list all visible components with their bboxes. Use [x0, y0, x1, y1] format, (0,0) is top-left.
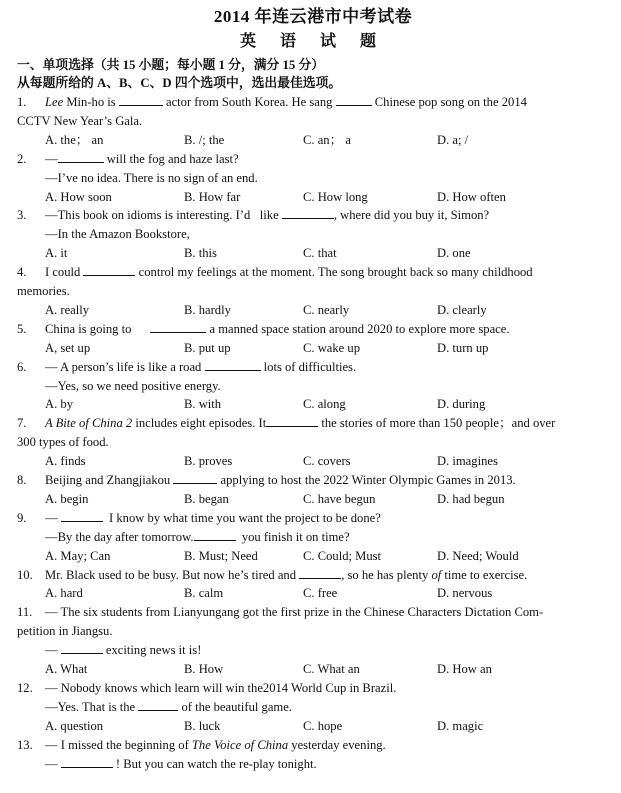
answer-option[interactable]: B. proves: [184, 454, 233, 469]
stem-text: the stories of more than 150 people；and over: [318, 416, 556, 431]
question-number: 6.: [17, 359, 27, 374]
answer-option[interactable]: C. an； a: [303, 132, 351, 147]
question-number: 3.: [17, 208, 27, 223]
answer-blank: [150, 321, 206, 333]
answer-option[interactable]: B. hardly: [184, 302, 231, 317]
stem-text: Mr. Black used to be busy. But now he’s tired and: [45, 567, 300, 582]
stem-text: control my feelings at the moment. The song brought back so many childhood: [135, 265, 533, 280]
page-title: 2014 年连云港市中考试卷: [213, 7, 413, 26]
stem-text: ! But you can watch the re-play tonight.: [112, 756, 317, 771]
question-stem: [17, 93, 609, 112]
answer-option[interactable]: A. it: [45, 246, 68, 261]
question-list: [17, 93, 609, 773]
answer-option[interactable]: C. How long: [303, 189, 368, 204]
stem-text: China is going to: [45, 321, 151, 336]
answer-options: [17, 395, 609, 414]
question-item: [17, 679, 609, 736]
answer-option[interactable]: B. How far: [184, 189, 241, 204]
section-heading: 一、单项选择（共 15 小题；每小题 1 分，满分 15 分）: [17, 58, 325, 72]
answer-blank: [61, 642, 103, 654]
question-item: [17, 736, 609, 774]
question-item: [17, 566, 609, 604]
stem-text: exciting news it is!: [102, 643, 202, 658]
question-number: 13.: [17, 737, 33, 752]
answer-option[interactable]: B. luck: [184, 718, 221, 733]
question-stem: [17, 320, 609, 339]
answer-option[interactable]: D. How often: [437, 189, 506, 204]
question-item: [17, 603, 609, 679]
stem-text: lots of difficulties.: [260, 359, 357, 374]
stem-text: —: [45, 643, 61, 658]
stem-text: I could: [45, 265, 84, 280]
question-stem: [17, 603, 609, 622]
stem-text: — I missed the beginning of: [45, 737, 192, 752]
answer-option[interactable]: A. begin: [45, 491, 89, 506]
question-number: 8.: [17, 473, 27, 488]
answer-option[interactable]: D. clearly: [437, 302, 487, 317]
question-stem: [17, 263, 609, 282]
stem-text: —: [45, 756, 61, 771]
answer-options: [17, 584, 609, 603]
answer-blank: [61, 510, 103, 522]
section-instruction: 从每题所给的 A、B、C、D 四个选项中，选出最佳选项。: [17, 76, 342, 90]
question-item: [17, 93, 609, 150]
question-number: 11.: [17, 605, 33, 620]
answer-blank: [119, 94, 163, 106]
question-stem: [17, 414, 609, 433]
answer-option[interactable]: C. that: [303, 246, 337, 261]
stem-text: includes eight episodes. It: [132, 416, 267, 431]
stem-text: yesterday evening.: [288, 737, 386, 752]
answer-option[interactable]: A. finds: [45, 454, 86, 469]
answer-options: [17, 188, 609, 207]
answer-option[interactable]: C. hope: [303, 718, 343, 733]
question-item: [17, 320, 609, 358]
answer-option[interactable]: C. nearly: [303, 302, 350, 317]
answer-option[interactable]: B. Must; Need: [184, 548, 258, 563]
page-subtitle: 英 语 试 题: [239, 33, 386, 50]
answer-blank: [194, 529, 236, 541]
answer-options: [17, 339, 609, 358]
stem-text: of the beautiful game.: [178, 699, 292, 714]
answer-options: [17, 547, 609, 566]
answer-blank: [336, 94, 372, 106]
dialogue-line: —I’ve no idea. There is no sign of an end.: [45, 170, 258, 185]
italic-text: Lee: [45, 95, 64, 109]
question-stem: [17, 736, 609, 755]
stem-text: —This book on idioms is interesting. I’d like: [45, 208, 282, 223]
question-number: 12.: [17, 680, 33, 695]
dialogue-line: —In the Amazon Bookstore,: [45, 227, 190, 242]
question-item: [17, 263, 609, 320]
stem-text: — A person’s life is like a road: [45, 359, 205, 374]
stem-text: — The six students from Lianyungang got the first prize in the Chinese Characters Dictation Com-: [45, 605, 544, 620]
answer-option[interactable]: D. Need; Would: [437, 548, 519, 563]
answer-blank: [299, 567, 341, 579]
answer-options: [17, 452, 609, 471]
question-item: [17, 358, 609, 415]
question-number: 5.: [17, 321, 27, 336]
answer-blank: [282, 207, 334, 219]
answer-option[interactable]: A. May; Can: [45, 548, 111, 563]
question-continuation: memories.: [17, 284, 70, 299]
question-stem: [17, 679, 609, 698]
dialogue-line: —Yes, so we need positive energy.: [45, 378, 221, 393]
stem-text: I know by what time you want the project to be done?: [102, 510, 381, 525]
dialogue-line: [17, 641, 609, 660]
answer-blank: [266, 415, 318, 427]
answer-option[interactable]: D. turn up: [437, 340, 489, 355]
italic-text: of: [431, 567, 442, 582]
stem-text: applying to host the 2022 Winter Olympic Games in 2013.: [217, 473, 516, 488]
answer-option[interactable]: C. along: [303, 397, 346, 412]
answer-option[interactable]: A. question: [45, 718, 104, 733]
question-number: 2.: [17, 151, 27, 166]
answer-option[interactable]: A. by: [45, 397, 73, 412]
stem-text: time to exercise.: [441, 567, 528, 582]
question-continuation: petition in Jiangsu.: [17, 624, 113, 639]
question-number: 9.: [17, 510, 27, 525]
answer-blank: [58, 151, 104, 163]
stem-text: Beijing and Zhangjiakou: [45, 473, 174, 488]
question-continuation: 300 types of food.: [17, 435, 109, 450]
answer-option[interactable]: A. hard: [45, 586, 83, 601]
answer-option[interactable]: D. one: [437, 246, 471, 261]
answer-option[interactable]: C. covers: [303, 454, 351, 469]
italic-text: A Bite of China 2: [45, 416, 133, 431]
stem-text: —By the day after tomorrow.: [45, 529, 194, 544]
stem-text: actor from South Korea. He sang: [162, 95, 336, 109]
stem-text: —: [45, 151, 58, 166]
stem-text: will the fog and haze last?: [103, 151, 239, 166]
answer-option[interactable]: A. the； an: [45, 132, 104, 147]
italic-text: The Voice of China: [191, 737, 289, 752]
question-item: [17, 414, 609, 471]
answer-options: [17, 490, 609, 509]
answer-option[interactable]: B. with: [184, 397, 222, 412]
answer-option[interactable]: A. What: [45, 662, 88, 677]
stem-text: , where did you buy it, Simon?: [333, 208, 490, 223]
stem-text: a manned space station around 2020 to explore more space.: [206, 321, 510, 336]
answer-blank: [205, 359, 261, 371]
answer-options: [17, 717, 609, 736]
question-number: 10.: [17, 567, 33, 582]
answer-option[interactable]: A. How soon: [45, 189, 112, 204]
question-number: 1.: [17, 95, 27, 109]
answer-option[interactable]: B. calm: [184, 586, 224, 601]
question-stem: [17, 566, 609, 585]
answer-option[interactable]: D. during: [437, 397, 486, 412]
stem-text: , so he has plenty: [341, 567, 432, 582]
dialogue-line: [17, 528, 609, 547]
answer-blank: [61, 756, 113, 768]
stem-text: —: [45, 510, 61, 525]
answer-option[interactable]: B. How: [184, 662, 224, 677]
question-stem: [17, 471, 609, 490]
answer-option[interactable]: D. a; /: [437, 132, 469, 147]
answer-blank: [83, 264, 135, 276]
answer-options: [17, 301, 609, 320]
answer-option[interactable]: D. magic: [437, 718, 484, 733]
answer-option[interactable]: C. Could; Must: [303, 548, 382, 563]
question-number: 7.: [17, 416, 27, 431]
answer-option[interactable]: D. imagines: [437, 454, 498, 469]
answer-option[interactable]: B. /; the: [184, 132, 225, 147]
answer-options: [17, 244, 609, 263]
answer-options: [17, 131, 609, 150]
dialogue-line: [17, 698, 609, 717]
answer-option[interactable]: C. wake up: [303, 340, 361, 355]
dialogue-line: [17, 755, 609, 774]
question-item: [17, 471, 609, 509]
answer-blank: [173, 472, 217, 484]
question-stem: [17, 509, 609, 528]
question-item: [17, 206, 609, 263]
answer-option[interactable]: D. had begun: [437, 491, 505, 506]
stem-text: — Nobody knows which learn will win the2014 World Cup in Brazil.: [45, 680, 397, 695]
answer-option[interactable]: A, set up: [45, 340, 91, 355]
stem-text: you finish it on time?: [235, 529, 350, 544]
stem-text: —Yes. That is the: [45, 699, 139, 714]
answer-option[interactable]: B. put up: [184, 340, 231, 355]
question-stem: [17, 358, 609, 377]
answer-option[interactable]: C. free: [303, 586, 338, 601]
question-item: [17, 509, 609, 566]
answer-option[interactable]: B. this: [184, 246, 217, 261]
question-item: [17, 150, 609, 207]
question-continuation: CCTV New Year’s Gala.: [17, 113, 143, 128]
stem-text: Chinese pop song on the 2014: [371, 95, 527, 109]
answer-option[interactable]: B. began: [184, 491, 229, 506]
answer-option[interactable]: D. nervous: [437, 586, 493, 601]
question-stem: [17, 150, 609, 169]
answer-options: [17, 660, 609, 679]
answer-option[interactable]: C. What an: [303, 662, 360, 677]
answer-option[interactable]: C. have begun: [303, 491, 376, 506]
stem-text: Min-ho is: [63, 95, 119, 109]
question-stem: [17, 206, 609, 225]
answer-blank: [138, 699, 178, 711]
answer-option[interactable]: D. How an: [437, 662, 492, 677]
question-number: 4.: [17, 265, 27, 280]
answer-option[interactable]: A. really: [45, 302, 90, 317]
